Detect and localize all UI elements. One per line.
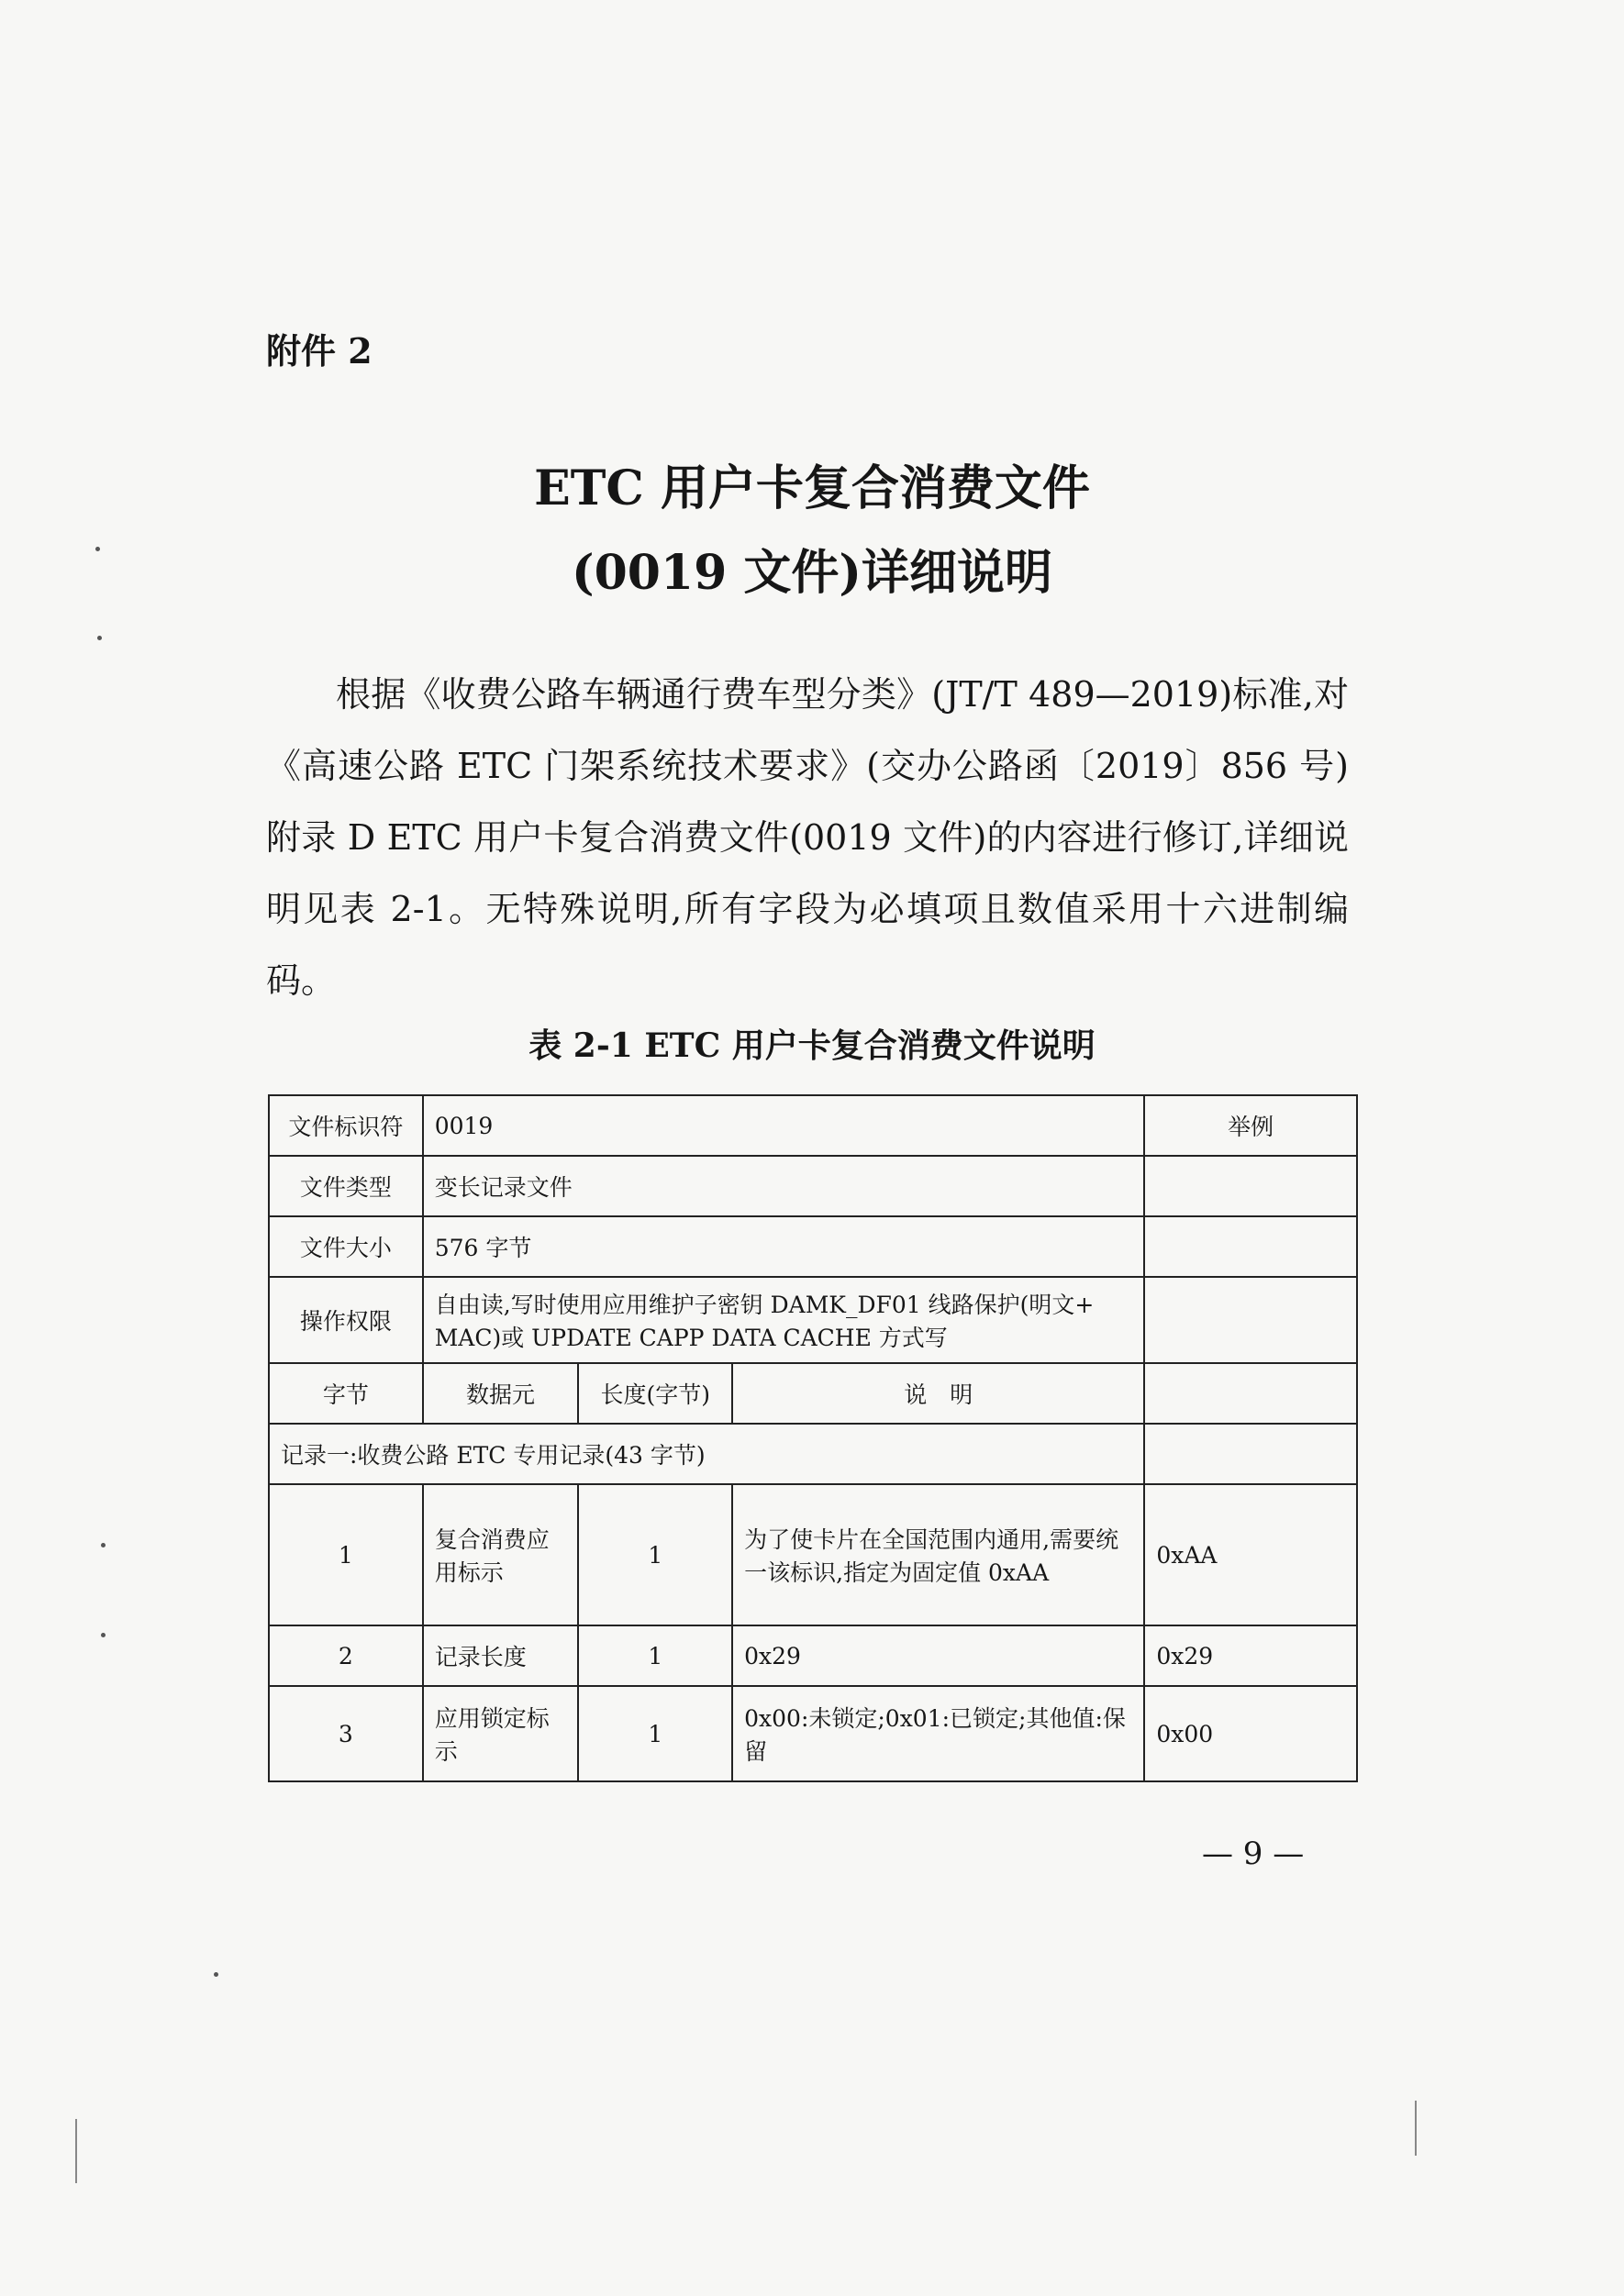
scan-speck bbox=[95, 547, 100, 551]
cell-byte: 1 bbox=[269, 1484, 423, 1625]
permission-label: 操作权限 bbox=[269, 1277, 423, 1363]
cell-element: 应用锁定标示 bbox=[423, 1686, 579, 1781]
file-id-value: 0019 bbox=[423, 1095, 1145, 1156]
cell-byte: 3 bbox=[269, 1686, 423, 1781]
page-number: — 9 — bbox=[1202, 1836, 1305, 1872]
example-header: 举例 bbox=[1144, 1095, 1357, 1156]
table-row bbox=[269, 1484, 1357, 1625]
col-byte-header: 字节 bbox=[269, 1363, 423, 1424]
spec-table bbox=[268, 1094, 1358, 1782]
cell-desc: 0x00:未锁定;0x01:已锁定;其他值:保留 bbox=[732, 1686, 1144, 1781]
cell-desc: 为了使卡片在全国范围内通用,需要统一该标识,指定为固定值 0xAA bbox=[732, 1484, 1144, 1625]
empty-cell bbox=[1144, 1216, 1357, 1277]
permission-value: 自由读,写时使用应用维护子密钥 DAMK_DF01 线路保护(明文+ MAC)或 UPDATE CAPP DATA CACHE 方式写 bbox=[423, 1277, 1145, 1363]
scan-speck bbox=[101, 1633, 106, 1637]
table-row bbox=[269, 1095, 1357, 1156]
cell-example: 0x00 bbox=[1144, 1686, 1357, 1781]
col-length-header: 长度(字节) bbox=[578, 1363, 732, 1424]
scan-speck bbox=[97, 636, 102, 640]
cell-length: 1 bbox=[578, 1484, 732, 1625]
table-row bbox=[269, 1686, 1357, 1781]
intro-paragraph bbox=[266, 659, 1349, 1016]
table-row bbox=[269, 1216, 1357, 1277]
cell-length: 1 bbox=[578, 1625, 732, 1686]
cell-length: 1 bbox=[578, 1686, 732, 1781]
file-size-label: 文件大小 bbox=[269, 1216, 423, 1277]
cell-byte: 2 bbox=[269, 1625, 423, 1686]
table-row bbox=[269, 1277, 1357, 1363]
empty-cell bbox=[1144, 1424, 1357, 1484]
file-id-label: 文件标识符 bbox=[269, 1095, 423, 1156]
document-title-line-2: (0019 文件)详细说明 bbox=[571, 545, 1053, 601]
cell-example: 0x29 bbox=[1144, 1625, 1357, 1686]
file-type-label: 文件类型 bbox=[269, 1156, 423, 1216]
attachment-label: 附件 2 bbox=[266, 330, 373, 372]
cell-element: 记录长度 bbox=[423, 1625, 579, 1686]
empty-cell bbox=[1144, 1277, 1357, 1363]
scan-edge-line bbox=[1415, 2101, 1417, 2156]
scan-edge-line bbox=[75, 2119, 77, 2183]
table-row bbox=[269, 1156, 1357, 1216]
empty-cell bbox=[1144, 1156, 1357, 1216]
file-size-value: 576 字节 bbox=[423, 1216, 1145, 1277]
cell-element: 复合消费应用标示 bbox=[423, 1484, 579, 1625]
intro-paragraph-text: 根据《收费公路车辆通行费车型分类》(JT/T 489—2019)标准,对《高速公路 ETC 门架系统技术要求》(交办公路函〔2019〕856 号)附录 D ETC 用户卡复合消费文件(0019 文件)的内容进行修订,详细说明见表 2-1。无特殊说明,所有字段为必填项且数值采用十六进制编码。 bbox=[266, 674, 1349, 1001]
column-header-row bbox=[269, 1363, 1357, 1424]
empty-cell bbox=[1144, 1363, 1357, 1424]
cell-example: 0xAA bbox=[1144, 1484, 1357, 1625]
col-desc-header: 说 明 bbox=[732, 1363, 1144, 1424]
record-title-row bbox=[269, 1424, 1357, 1484]
record-title: 记录一:收费公路 ETC 专用记录(43 字节) bbox=[269, 1424, 1144, 1484]
document-title-line-1: ETC 用户卡复合消费文件 bbox=[534, 460, 1090, 516]
cell-desc: 0x29 bbox=[732, 1625, 1144, 1686]
scan-speck bbox=[214, 1972, 218, 1977]
scan-speck bbox=[101, 1543, 106, 1547]
table-caption: 表 2-1 ETC 用户卡复合消费文件说明 bbox=[528, 1026, 1096, 1065]
file-type-value: 变长记录文件 bbox=[423, 1156, 1145, 1216]
table-row bbox=[269, 1625, 1357, 1686]
col-element-header: 数据元 bbox=[423, 1363, 579, 1424]
